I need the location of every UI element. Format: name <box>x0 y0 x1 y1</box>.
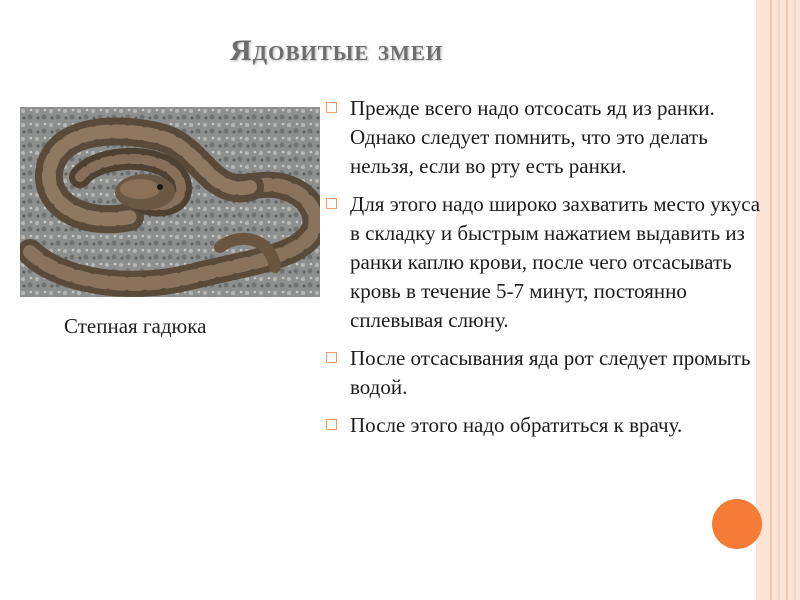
slide-title: Ядовитые змеи <box>230 34 444 67</box>
bullet-list <box>325 94 765 449</box>
list-item <box>325 190 765 335</box>
hollow-square-bullet-icon: □ <box>325 195 339 211</box>
hollow-square-bullet-icon: □ <box>325 349 339 365</box>
list-item <box>325 411 765 440</box>
bullet-text: Прежде всего надо отсосать яд из ранки. Однако следует помнить, что это делать нельзя, если во рту есть ранки. <box>350 96 715 178</box>
list-item <box>325 94 765 181</box>
snake-photo <box>20 107 320 297</box>
bullet-text: После отсасывания яда рот следует промыть водой. <box>350 346 751 399</box>
bullet-text: После этого надо обратиться к врачу. <box>350 413 683 437</box>
list-item <box>325 344 765 402</box>
hollow-square-bullet-icon: □ <box>325 99 339 115</box>
hollow-square-bullet-icon: □ <box>325 416 339 432</box>
image-caption: Степная гадюка <box>64 314 207 338</box>
decorative-circle <box>712 499 762 549</box>
bullet-text: Для этого надо широко захватить место укуса в складку и быстрым нажатием выдавить из ранки каплю крови, после чего отсасывать кровь в течение 5-7 минут, постоянно сплевывая слюну. <box>350 192 761 332</box>
